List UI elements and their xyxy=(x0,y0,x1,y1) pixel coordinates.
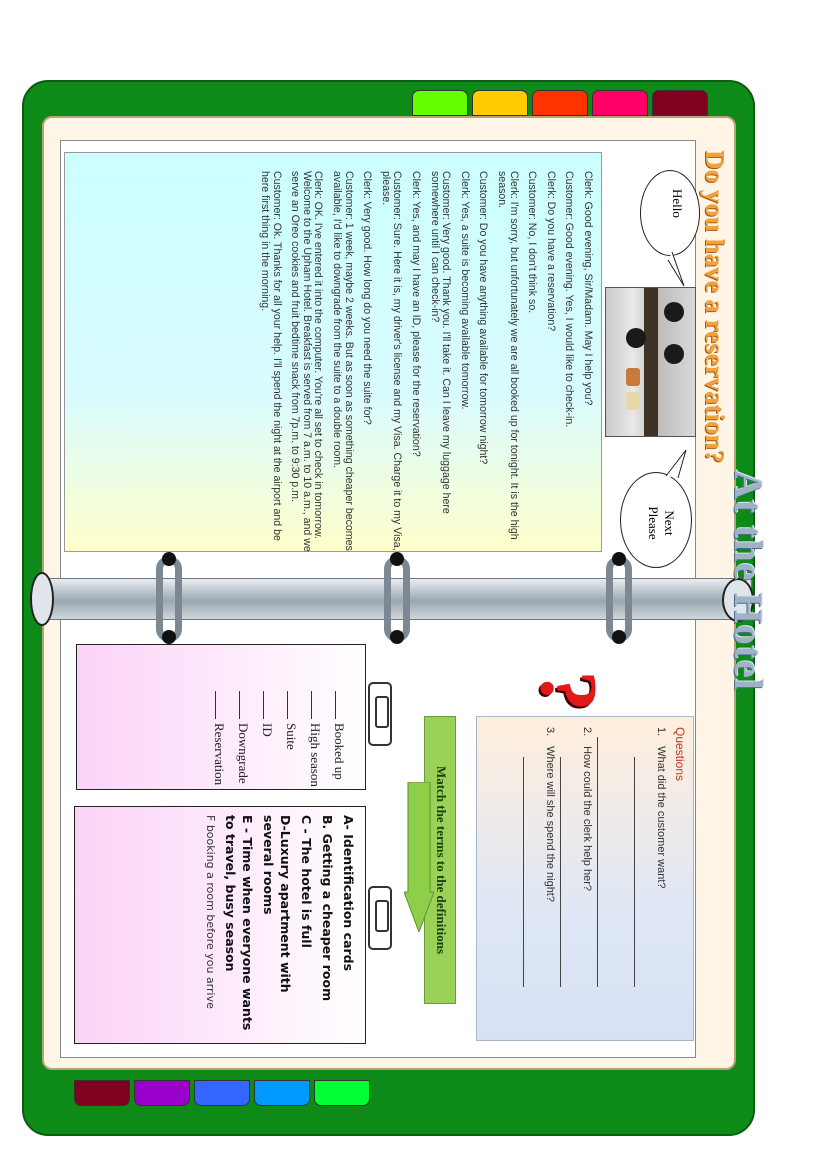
term-item xyxy=(323,691,347,789)
luggage xyxy=(626,392,640,410)
question-number: 2. xyxy=(581,727,593,737)
match-banner: Match the terms to the definitions xyxy=(424,716,456,1004)
dialogue-line: Clerk: Good evening, Sir/Madam. May I help you? xyxy=(582,171,594,406)
dialogue-box xyxy=(64,152,602,552)
term-item xyxy=(227,691,251,789)
luggage xyxy=(626,368,640,386)
term-label: Reservation xyxy=(212,723,227,786)
question-1 xyxy=(630,727,667,1040)
bubble-text: Next Please xyxy=(646,506,677,540)
definition-item: B. Getting a cheaper room xyxy=(320,815,335,1002)
tab-green[interactable] xyxy=(314,1080,370,1106)
dialogue-line: Customer: Very good. Thank you. I'll take it. Can I leave my luggage here somewhere until I can check-in? xyxy=(428,171,453,514)
question-number: 3. xyxy=(544,727,556,737)
tab-red[interactable] xyxy=(532,90,588,116)
answer-blank[interactable] xyxy=(239,691,240,719)
tab-purple[interactable] xyxy=(134,1080,190,1106)
term-item xyxy=(299,691,323,789)
term-item xyxy=(203,691,227,789)
tab-maroon-bottom[interactable] xyxy=(74,1080,130,1106)
answer-blank[interactable] xyxy=(311,691,312,719)
dialogue-line: Customer: Do you have anything available for tomorrow night? xyxy=(477,171,490,465)
page-title: At the Hotel xyxy=(726,470,771,691)
dialogue-line: Clerk: Do you have a reservation? xyxy=(544,171,557,332)
question-1-extra xyxy=(593,727,630,1040)
bubble-text: Hello xyxy=(670,189,685,218)
ring-hole xyxy=(612,552,626,566)
definition-item: A- Identification cards xyxy=(341,815,356,972)
term-label: ID xyxy=(260,723,275,737)
ring-hole xyxy=(390,630,404,644)
answer-line[interactable] xyxy=(634,757,635,987)
dialogue-line: Clerk: Very good. How long do you need the suite for? xyxy=(361,171,374,425)
answer-line[interactable] xyxy=(523,757,524,987)
ring-hole xyxy=(162,630,176,644)
question-3 xyxy=(519,727,556,1040)
tab-blue[interactable] xyxy=(194,1080,250,1106)
answer-blank[interactable] xyxy=(287,691,288,719)
dialogue-line: Clerk: Yes, and may I have an ID, please for the reservation? xyxy=(410,171,423,457)
term-label: Downgrade xyxy=(236,723,251,784)
ring-hole xyxy=(162,552,176,566)
dialogue-line: Customer: Ok. Thanks for all your help. I'll spend the night at the airport and be here first thing in the morning. xyxy=(259,171,283,541)
bubble-tails xyxy=(656,240,702,490)
binder-clip xyxy=(368,886,392,950)
tab-maroon[interactable] xyxy=(652,90,708,116)
answer-line[interactable] xyxy=(597,737,598,987)
definitions-list xyxy=(203,807,365,1043)
question-text: Where will she spend the night? xyxy=(544,746,556,902)
definition-item: E - Time when everyone wants to travel, busy season xyxy=(223,815,255,1031)
answer-blank[interactable] xyxy=(215,691,216,719)
answer-line[interactable] xyxy=(560,757,561,987)
terms-list xyxy=(203,645,365,789)
tab-lime[interactable] xyxy=(412,90,468,116)
question-mark-icon: ? xyxy=(523,670,615,712)
dialogue-line: Customer: 1 week, maybe 2 weeks. But as soon as something cheaper becomes available, I'd like to downgrade from the suite to a double room. xyxy=(331,171,355,551)
term-item xyxy=(251,691,275,789)
answer-blank[interactable] xyxy=(263,691,264,719)
dialogue-text xyxy=(252,171,593,556)
dialogue-line: Clerk: I'm sorry, but unfortunately we are all booked up for tonight. It is the high season. xyxy=(496,171,520,540)
questions-title: Questions xyxy=(673,727,687,782)
term-label: Booked up xyxy=(332,723,347,780)
term-item xyxy=(275,691,299,789)
definition-item: C - The hotel is full xyxy=(299,815,314,948)
person-silhouette xyxy=(626,328,646,348)
binder-clip xyxy=(368,682,392,746)
tab-pink[interactable] xyxy=(592,90,648,116)
arrow-down-icon xyxy=(404,782,434,932)
dialogue-line: Customer: Good evening. Yes, I would like to check-in. xyxy=(563,171,576,428)
terms-box xyxy=(76,644,366,790)
questions-box xyxy=(476,716,694,1041)
dialogue-line: Clerk: Yes, a suite is becoming available tomorrow. xyxy=(458,171,471,410)
definition-item: F booking a room before you arrive xyxy=(204,815,217,1009)
ring-hole xyxy=(612,630,626,644)
tab-sky[interactable] xyxy=(254,1080,310,1106)
question-number: 1. xyxy=(655,727,667,737)
section-subtitle: Do you have a reservation? xyxy=(700,150,730,463)
term-label: Suite xyxy=(284,723,299,750)
dialogue-line: Customer: No, I don't think so. xyxy=(526,171,539,314)
dialogue-line: Customer: Sure. Here it is, my driver's license and my Visa. Charge it to my Visa, please. xyxy=(379,171,404,551)
answer-blank[interactable] xyxy=(335,691,336,719)
definitions-box xyxy=(74,806,366,1044)
question-text: What did the customer want? xyxy=(655,746,667,889)
dialogue-line: Clerk: OK. I've entered it into the computer. You're all set to check in tomorrow. Welcome to the Upham Hotel. Breakfast is served from 7 a.m. to 10 a.m., and we serve an Oreo cookies and fruit bedtime snack from 7p.m. to 9:30 p.m. xyxy=(289,171,325,552)
tab-yellow[interactable] xyxy=(472,90,528,116)
spine-end-left xyxy=(30,572,54,626)
term-label: High season xyxy=(308,723,323,787)
question-2 xyxy=(556,727,593,1040)
question-text: How could the clerk help her? xyxy=(581,746,593,891)
definition-item: D-Luxury apartment with several rooms xyxy=(261,815,293,993)
